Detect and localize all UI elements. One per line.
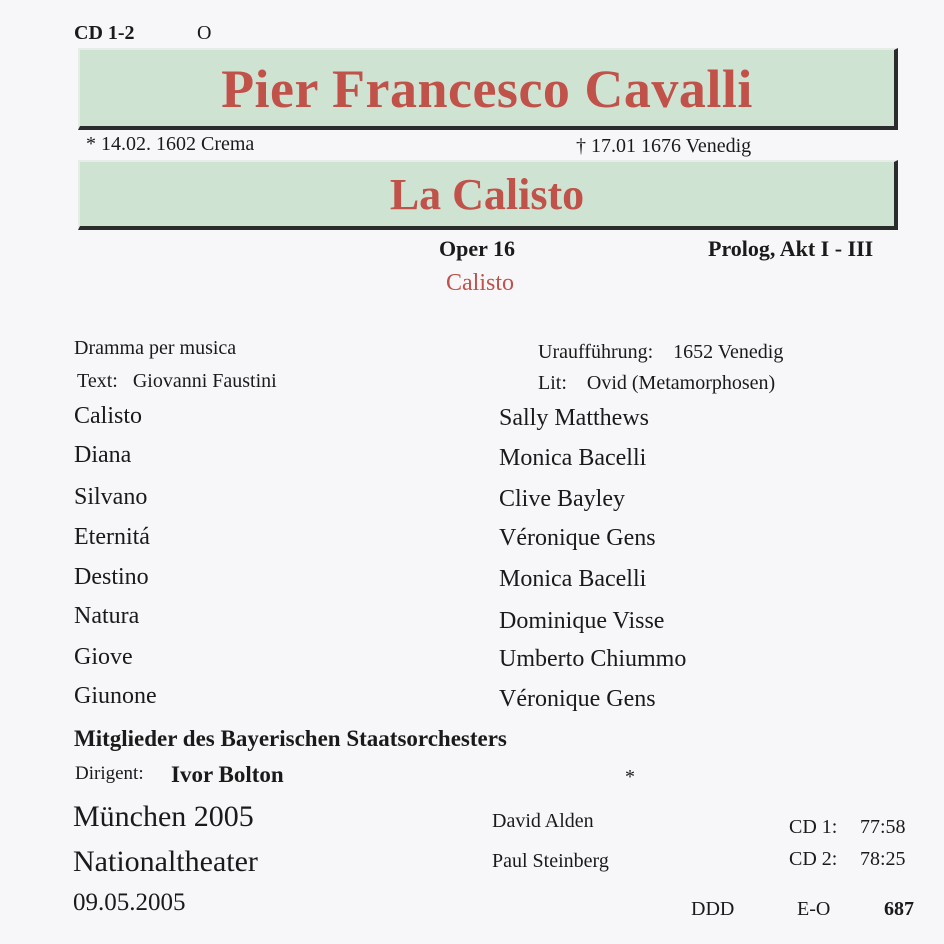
singer: Monica Bacelli [499,445,647,471]
asterisk: * [625,766,635,788]
singer: Dominique Visse [499,608,665,634]
premiere-label: Uraufführung: [538,341,654,363]
conductor-name: Ivor Bolton [171,762,284,787]
director: David Alden [492,810,594,832]
marker: O [197,22,212,44]
premiere-value: 1652 Venedig [673,341,784,363]
orchestra: Mitglieder des Bayerischen Staatsorchesters [74,726,507,751]
catalog-number: 687 [884,898,914,920]
conductor-label: Dirigent: [75,763,144,784]
death-info: † 17.01 1676 Venedig [576,135,752,157]
catalog-code: E-O [797,898,831,920]
role: Eternitá [74,524,150,550]
text-author: Giovanni Faustini [132,370,277,392]
singer: Sally Matthews [499,405,649,431]
opera-house: Nationaltheater [73,845,258,878]
role: Diana [74,442,132,468]
cd2-label: CD 2: [789,848,838,870]
singer: Clive Bayley [499,486,625,512]
role: Giove [74,644,133,670]
singer: Véronique Gens [499,686,656,712]
performance-date: 09.05.2005 [73,889,186,916]
lit-label: Lit: [538,372,567,394]
opus-label: Oper 16 [439,236,515,261]
format: DDD [691,898,735,920]
singer: Véronique Gens [499,525,656,551]
role: Calisto [74,403,143,429]
text-credit [77,370,277,393]
lit-value: Ovid (Metamorphosen) [586,372,776,394]
text-label: Text: [77,370,118,392]
role: Silvano [74,484,148,510]
composer-banner: Pier Francesco Cavalli [78,48,898,130]
cd1-label: CD 1: [789,816,838,838]
singer: Umberto Chiummo [499,646,687,672]
genre: Dramma per musica [74,337,237,359]
premiere [538,341,783,364]
city-year: München 2005 [73,800,254,833]
acts-label: Prolog, Akt I - III [708,236,874,261]
work-title-banner: La Calisto [78,160,898,230]
birth-info: * 14.02. 1602 Crema [86,133,255,155]
cd-label: CD 1-2 [74,22,135,44]
role: Natura [74,603,140,629]
role: Giunone [74,683,157,709]
cd2-time: 78:25 [860,848,906,870]
singer: Monica Bacelli [499,566,647,592]
subtitle: Calisto [446,270,515,296]
designer: Paul Steinberg [492,850,609,872]
cd1-time: 77:58 [860,816,906,838]
role: Destino [74,564,149,590]
literature [538,372,775,395]
